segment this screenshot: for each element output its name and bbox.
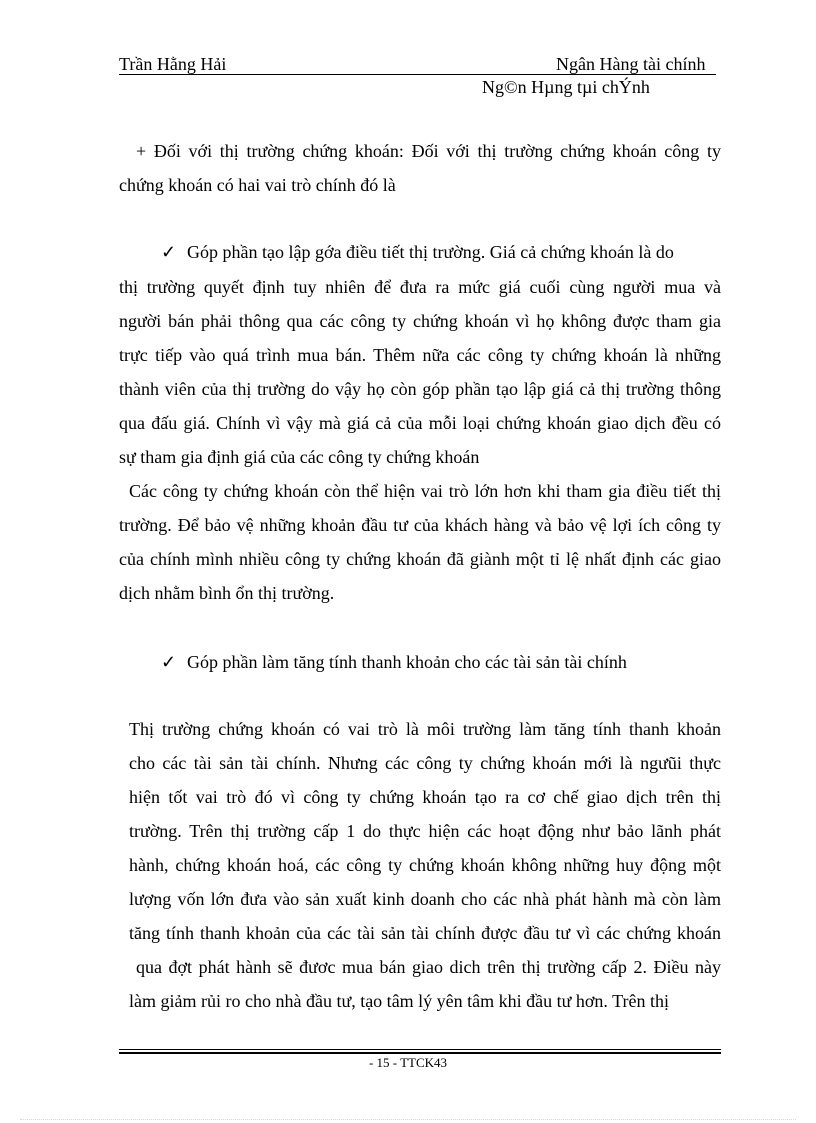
paragraph-line: người bán phải thông qua các công ty chứng khoán vì họ không được tham gia: [119, 311, 721, 331]
paragraph-line: tăng tính thanh khoản của các tài sản tài chính được đầu tư vì các chứng khoán: [129, 923, 721, 943]
header-divider: [119, 74, 716, 75]
paragraph-line: chứng khoán có hai vai trò chính đó là: [119, 175, 396, 195]
check-icon: ✓: [161, 242, 177, 262]
bullet-text: Góp phần tạo lập gớa điều tiết thị trường. Giá cả chứng khoán là do: [187, 242, 674, 262]
paragraph-line: dịch nhằm bình ổn thị trường.: [119, 583, 335, 603]
footer-divider-thick: [119, 1052, 721, 1054]
header-topic: Ngân Hàng tài chính: [556, 54, 706, 74]
header-subtitle: Ng©n Hµng tµi chÝnh: [482, 77, 650, 97]
paragraph-line: lượng vốn lớn đưa vào sản xuất kinh doanh cho các nhà phát hành mà còn làm: [129, 889, 721, 909]
paragraph-line: thị trường quyết định tuy nhiên để đưa ra mức giá cuối cùng người mua và: [119, 277, 721, 297]
bullet-item: [161, 651, 763, 673]
paragraph-line: cho các tài sản tài chính. Nhưng các công ty chứng khoán mới là ngưũi thực: [129, 753, 721, 773]
paragraph-line: Thị trường chứng khoán có vai trò là môi trường làm tăng tính thanh khoản: [129, 719, 721, 739]
page-edge: [20, 1119, 796, 1120]
check-icon: ✓: [161, 652, 177, 672]
paragraph-line: qua đợt phát hành sẽ đươc mua bán giao dich trên thị trường cấp 2. Điều này: [136, 957, 721, 977]
paragraph-line: thành viên của thị trường do vậy họ còn góp phần tạo lập giá cả thị trường thông: [119, 379, 721, 399]
bullet-text: Góp phần làm tăng tính thanh khoản cho các tài sản tài chính: [187, 652, 627, 672]
header-author: Trần Hằng Hải: [119, 54, 227, 74]
paragraph-line: hiện tốt vai trò đó vì công ty chứng khoán tạo ra cơ chế giao dịch trên thị: [129, 787, 721, 807]
paragraph-line: hành, chứng khoán hoá, các công ty chứng khoán không những huy động một: [129, 855, 721, 875]
bullet-item: [161, 241, 763, 263]
paragraph-line: Các công ty chứng khoán còn thể hiện vai trò lớn hơn khi tham gia điều tiết thị: [129, 481, 721, 501]
paragraph-line: trường. Để bảo vệ những khoản đầu tư của khách hàng và bảo vệ lợi ích công ty: [119, 515, 721, 535]
paragraph-line: qua đấu giá. Chính vì vậy mà giá cả của mỗi loại chứng khoán giao dịch đều có: [119, 413, 721, 433]
paragraph-line: + Đối với thị trường chứng khoán: Đối với thị trường chứng khoán công ty: [136, 141, 721, 161]
paragraph-line: trực tiếp vào quá trình mua bán. Thêm nữa các công ty chứng khoán là những: [119, 345, 721, 365]
paragraph-line: sự tham gia định giá của các công ty chứng khoán: [119, 447, 480, 467]
paragraph-line: của chính mình nhiều công ty chứng khoán đã giành một tỉ lệ nhất định các giao: [119, 549, 721, 569]
paragraph-line: làm giảm rủi ro cho nhà đầu tư, tạo tâm lý yên tâm khi đầu tư hơn. Trên thị: [129, 991, 669, 1011]
footer-divider: [119, 1049, 721, 1050]
page-number: - 15 - TTCK43: [368, 1055, 448, 1070]
paragraph-line: trường. Trên thị trường cấp 1 do thực hiện các hoạt động như bảo lãnh phát: [129, 821, 721, 841]
